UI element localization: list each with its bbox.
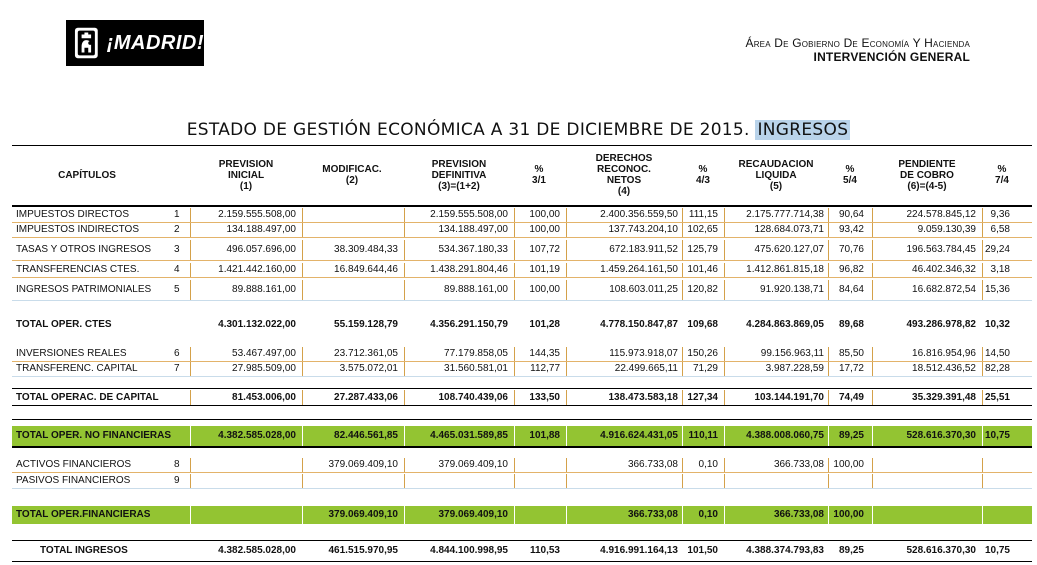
cell-value: 89,25 xyxy=(838,545,864,556)
cell-value: 528.616.370,30 xyxy=(906,545,976,556)
section-rule xyxy=(12,419,1032,420)
cell-value: 70,76 xyxy=(838,244,864,255)
organization-header xyxy=(745,36,970,64)
cell-value: 101,28 xyxy=(529,319,560,330)
cell-value: 22.499.665,11 xyxy=(614,363,678,374)
cell-value: 150,26 xyxy=(687,348,718,359)
row-label: TOTAL OPER.FINANCIERAS xyxy=(16,509,151,520)
row-label: TASAS Y OTROS INGRESOS xyxy=(16,244,152,255)
cell-value: 16.849.644,46 xyxy=(334,264,398,275)
cell-value xyxy=(724,474,824,488)
column-header-9: PENDIENTE DE COBRO (6)=(4-5) xyxy=(898,158,956,192)
cell-value xyxy=(302,208,398,222)
title-highlight: INGRESOS xyxy=(757,120,849,140)
row-label: IMPUESTOS INDIRECTOS xyxy=(16,224,139,235)
row-divider xyxy=(12,472,1032,473)
table-row xyxy=(12,223,1032,237)
cell-value: 100,00 xyxy=(833,459,864,470)
cell-value xyxy=(190,458,296,472)
cell-value xyxy=(828,474,864,488)
cell-value: 31.560.581,01 xyxy=(444,363,508,374)
cell-value: 35.329.391,48 xyxy=(912,392,976,403)
row-label: TOTAL OPER. NO FINANCIERAS xyxy=(16,430,172,441)
cell-value: 4.916.991.164,13 xyxy=(600,545,678,556)
cell-value: 27.985.509,00 xyxy=(232,363,296,374)
cell-value: 10,75 xyxy=(984,430,1010,441)
cell-value xyxy=(302,223,398,237)
cell-value: 90,64 xyxy=(838,209,864,220)
chapter-number: 4 xyxy=(174,264,180,275)
madrid-logo xyxy=(66,20,204,66)
cell-value: 71,29 xyxy=(692,363,718,374)
cell-value: 0,10 xyxy=(698,509,718,520)
cell-value: 366.733,08 xyxy=(627,459,678,470)
cell-value: 2.159.555.508,00 xyxy=(218,209,296,220)
cell-value: 110,11 xyxy=(688,430,718,441)
cell-value: 120,82 xyxy=(687,284,718,295)
cell-value: 17,72 xyxy=(838,363,864,374)
chapter-number: 9 xyxy=(174,475,180,486)
cell-value: 4.388.008.060,75 xyxy=(746,430,824,441)
column-header-4: % 3/1 xyxy=(532,164,546,186)
row-label: PASIVOS FINANCIEROS xyxy=(16,475,131,486)
cell-value: 16.816.954,96 xyxy=(912,348,976,359)
cell-value: 74,49 xyxy=(838,392,864,403)
government-area: Área De Gobierno De Economía Y Hacienda xyxy=(745,36,970,50)
cell-value: 109,68 xyxy=(687,319,718,330)
table-row xyxy=(12,318,1032,332)
cell-value: 493.286.978,82 xyxy=(906,319,976,330)
cell-value: 224.578.845,12 xyxy=(906,209,976,220)
section-rule xyxy=(12,446,1032,448)
section-rule xyxy=(12,388,1032,389)
cell-value: 4.465.031.589,85 xyxy=(430,430,508,441)
cell-value: 4.778.150.847,87 xyxy=(600,319,678,330)
cell-value: 108.603.011,25 xyxy=(609,284,678,295)
cell-value: 534.367.180,33 xyxy=(438,244,508,255)
row-label: INGRESOS PATRIMONIALES xyxy=(16,284,152,295)
column-header-5: DERECHOS RECONOC. NETOS (4) xyxy=(595,153,653,197)
cell-value: 101,46 xyxy=(687,264,718,275)
cell-value xyxy=(514,458,560,472)
row-divider xyxy=(12,237,1032,238)
section-rule xyxy=(12,540,1032,541)
column-header-1: PREVISION INICIAL (1) xyxy=(218,158,274,192)
cell-value: 461.515.970,95 xyxy=(328,545,398,556)
cell-value: 53.467.497,00 xyxy=(232,348,296,359)
row-label: INVERSIONES REALES xyxy=(16,348,127,359)
cell-value: 108.740.439,06 xyxy=(438,392,508,403)
chapter-number: 6 xyxy=(174,348,180,359)
cell-value xyxy=(682,474,718,488)
cell-value: 85,50 xyxy=(838,348,864,359)
cell-value: 475.620.127,07 xyxy=(754,244,824,255)
cell-value: 379.069.409,10 xyxy=(328,509,398,520)
row-divider xyxy=(12,260,1032,261)
cell-value: 4.844.100.998,95 xyxy=(430,545,508,556)
cell-value: 82,28 xyxy=(984,363,1010,374)
row-label: ACTIVOS FINANCIEROS xyxy=(16,459,132,470)
cell-value: 14,50 xyxy=(984,348,1010,359)
section-rule xyxy=(12,405,1032,406)
cell-value xyxy=(872,474,976,488)
table-row xyxy=(12,426,1032,446)
table-row xyxy=(12,240,1032,260)
table-row xyxy=(12,347,1032,361)
cell-value: 3,18 xyxy=(990,264,1010,275)
cell-value: 84,64 xyxy=(838,284,864,295)
cell-value: 4.382.585.028,00 xyxy=(218,430,296,441)
intervention-title: INTERVENCIÓN GENERAL xyxy=(813,50,970,64)
cell-value: 672.183.911,52 xyxy=(609,244,678,255)
cell-value: 18.512.436,52 xyxy=(912,363,976,374)
cell-value: 4.301.132.022,00 xyxy=(218,319,296,330)
cell-value: 100,00 xyxy=(529,209,560,220)
cell-value: 112,77 xyxy=(530,363,560,374)
page-title xyxy=(0,120,1037,140)
column-header-3: PREVISION DEFINITIVA (3)=(1+2) xyxy=(431,158,487,192)
cell-value: 2.400.356.559,50 xyxy=(600,209,678,220)
table-row xyxy=(12,390,1032,406)
header-bottom-rule xyxy=(12,205,1032,207)
cell-value: 134.188.497,00 xyxy=(226,224,296,235)
cell-value: 27.287.433,06 xyxy=(334,392,398,403)
cell-value: 379.069.409,10 xyxy=(328,459,398,470)
madrid-seal-icon xyxy=(74,26,99,60)
cell-value xyxy=(872,506,976,524)
cell-value xyxy=(982,506,1010,524)
cell-value: 23.712.361,05 xyxy=(334,348,398,359)
chapter-number: 1 xyxy=(174,209,180,220)
row-label: TRANSFERENCIAS CTES. xyxy=(16,264,140,275)
cell-value xyxy=(982,458,1010,472)
cell-value: 89.888.161,00 xyxy=(232,284,296,295)
cell-value: 133,50 xyxy=(529,392,560,403)
cell-value: 46.402.346,32 xyxy=(912,264,976,275)
cell-value xyxy=(404,474,508,488)
cell-value: 137.743.204,10 xyxy=(608,224,678,235)
cell-value xyxy=(514,474,560,488)
table-row xyxy=(12,458,1032,472)
cell-value xyxy=(566,474,678,488)
chapter-number: 7 xyxy=(174,363,180,374)
row-label: IMPUESTOS DIRECTOS xyxy=(16,209,129,220)
cell-value: 29,24 xyxy=(984,244,1010,255)
cell-value: 9.059.130,39 xyxy=(917,224,976,235)
cell-value: 366.733,08 xyxy=(627,509,678,520)
cell-value: 25,51 xyxy=(984,392,1010,403)
cell-value: 110,53 xyxy=(529,545,560,556)
chapter-number: 2 xyxy=(174,224,180,235)
cell-value: 1.412.861.815,18 xyxy=(746,264,824,275)
chapter-number: 3 xyxy=(174,244,180,255)
cell-value: 10,32 xyxy=(984,319,1010,330)
cell-value xyxy=(872,458,976,472)
cell-value: 10,75 xyxy=(984,545,1010,556)
row-label: TRANSFERENC. CAPITAL xyxy=(16,363,138,374)
cell-value: 82.446.561,85 xyxy=(334,430,398,441)
row-label: TOTAL OPERAC. DE CAPITAL xyxy=(16,392,159,403)
table-row xyxy=(12,474,1032,488)
section-rule xyxy=(12,561,1032,562)
title-main: ESTADO DE GESTIÓN ECONÓMICA A 31 DE DICIEMBRE DE 2015. xyxy=(186,120,750,140)
cell-value: 89.888.161,00 xyxy=(444,284,508,295)
logo-text: ¡MADRID! xyxy=(106,31,204,54)
cell-value: 4.388.374.793,83 xyxy=(746,545,824,556)
cell-value: 2.175.777.714,38 xyxy=(746,209,824,220)
cell-value xyxy=(190,506,296,524)
cell-value: 128.684.073,71 xyxy=(754,224,824,235)
row-divider xyxy=(12,277,1032,278)
cell-value: 77.179.858,05 xyxy=(444,348,508,359)
cell-value: 138.473.583,18 xyxy=(608,392,678,403)
row-divider xyxy=(12,300,1032,301)
cell-value: 134.188.497,00 xyxy=(438,224,508,235)
cell-value: 125,79 xyxy=(687,244,718,255)
cell-value: 144,35 xyxy=(529,348,560,359)
table-row xyxy=(12,506,1032,524)
table-row xyxy=(12,263,1032,277)
cell-value: 100,00 xyxy=(529,224,560,235)
cell-value xyxy=(982,474,1010,488)
cell-value: 2.159.555.508,00 xyxy=(430,209,508,220)
cell-value: 96,82 xyxy=(838,264,864,275)
cell-value: 100,00 xyxy=(529,284,560,295)
cell-value: 379.069.409,10 xyxy=(438,459,508,470)
cell-value: 81.453.006,00 xyxy=(232,392,296,403)
cell-value: 0,10 xyxy=(698,459,718,470)
cell-value: 101,88 xyxy=(529,430,560,441)
cell-value: 16.682.872,54 xyxy=(912,284,976,295)
cell-value: 101,50 xyxy=(687,545,718,556)
cell-value: 103.144.191,70 xyxy=(754,392,824,403)
table-row xyxy=(12,543,1032,559)
row-divider xyxy=(12,376,1032,377)
column-header-6: % 4/3 xyxy=(696,164,710,186)
cell-value: 101,19 xyxy=(529,264,560,275)
cell-value: 1.421.442.160,00 xyxy=(218,264,296,275)
column-header-7: RECAUDACION LIQUIDA (5) xyxy=(738,158,814,192)
cell-value: 99.156.963,11 xyxy=(760,348,824,359)
cell-value xyxy=(302,280,398,300)
cell-value: 91.920.138,71 xyxy=(760,284,824,295)
row-label: TOTAL OPER. CTES xyxy=(16,319,112,330)
cell-value: 4.916.624.431,05 xyxy=(600,430,678,441)
cell-value xyxy=(302,474,398,488)
cell-value: 528.616.370,30 xyxy=(906,430,976,441)
table-row xyxy=(12,362,1032,376)
cell-value: 89,25 xyxy=(838,430,864,441)
cell-value: 366.733,08 xyxy=(773,509,824,520)
cell-value: 102,65 xyxy=(687,224,718,235)
cell-value: 496.057.696,00 xyxy=(226,244,296,255)
cell-value: 127,34 xyxy=(687,392,718,403)
column-header-0: CAPÍTULOS xyxy=(58,169,116,181)
cell-value: 379.069.409,10 xyxy=(438,509,508,520)
cell-value: 15,36 xyxy=(984,284,1010,295)
row-label: TOTAL INGRESOS xyxy=(40,545,128,556)
table-row xyxy=(12,280,1032,300)
column-header-8: % 5/4 xyxy=(843,164,857,186)
cell-value xyxy=(190,474,296,488)
cell-value: 9,36 xyxy=(990,209,1010,220)
cell-value: 4.382.585.028,00 xyxy=(218,545,296,556)
cell-value: 55.159.128,79 xyxy=(334,319,398,330)
cell-value: 107,72 xyxy=(529,244,560,255)
column-header-2: MODIFICAC. (2) xyxy=(322,164,382,186)
cell-value: 6,58 xyxy=(990,224,1010,235)
cell-value: 100,00 xyxy=(833,509,864,520)
cell-value: 93,42 xyxy=(838,224,864,235)
cell-value xyxy=(514,506,560,524)
cell-value: 1.438.291.804,46 xyxy=(430,264,508,275)
cell-value: 1.459.264.161,50 xyxy=(600,264,678,275)
cell-value: 38.309.484,33 xyxy=(334,244,398,255)
cell-value: 3.987.228,59 xyxy=(765,363,824,374)
chapter-number: 8 xyxy=(174,459,180,470)
cell-value: 3.575.072,01 xyxy=(339,363,398,374)
chapter-number: 5 xyxy=(174,284,180,295)
column-header-10: % 7/4 xyxy=(995,164,1009,186)
cell-value: 4.356.291.150,79 xyxy=(430,319,508,330)
table-row xyxy=(12,208,1032,222)
cell-value: 111,15 xyxy=(688,209,718,220)
cell-value: 115.973.918,07 xyxy=(609,348,678,359)
cell-value: 366.733,08 xyxy=(773,459,824,470)
cell-value: 196.563.784,45 xyxy=(906,244,976,255)
cell-value: 4.284.863.869,05 xyxy=(746,319,824,330)
header-top-rule xyxy=(12,145,1032,146)
cell-value: 89,68 xyxy=(838,319,864,330)
row-divider xyxy=(12,488,1032,489)
